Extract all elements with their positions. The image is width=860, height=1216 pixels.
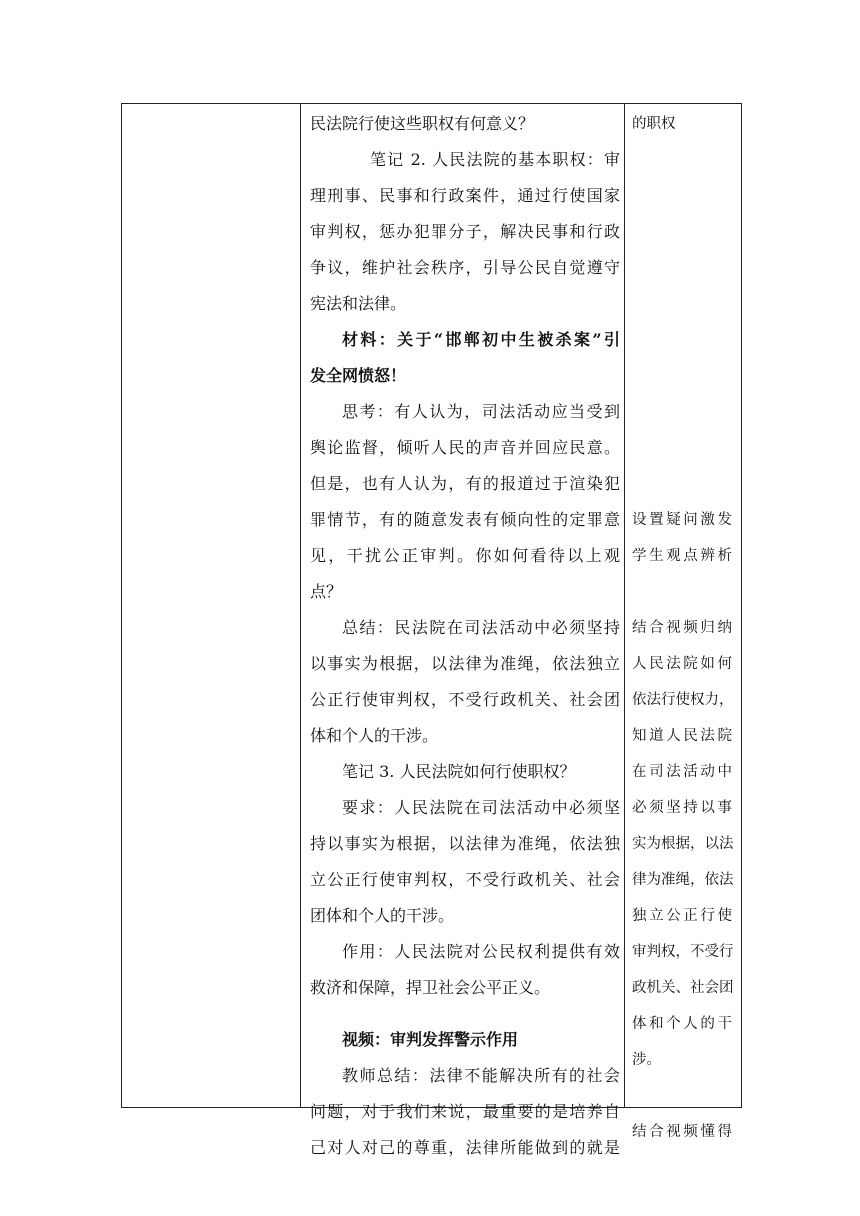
content-line: 争议，维护社会秩序，引导公民自觉遵守	[310, 258, 620, 277]
requirement-paragraph: 要求：人民法院在司法活动中必须坚	[342, 798, 620, 817]
intent-line: 知道人民法院	[632, 728, 732, 744]
intent-line: 依法行使权力，	[632, 692, 734, 708]
summary-paragraph: 总结：民法院在司法活动中必须坚持	[342, 618, 620, 637]
content-line: 见，干扰公正审判。你如何看待以上观	[310, 546, 620, 565]
content-line: 点？	[310, 582, 343, 601]
content-line: 但是，也有人认为，有的报道过于渲染犯	[310, 474, 620, 493]
content-line: 己对人对己的尊重，法律所能做到的就是	[310, 1138, 620, 1157]
material-heading-cont: 发全网愤怒！	[310, 366, 407, 385]
note-3-heading: 笔记 3. 人民法院如何行使职权？	[342, 762, 576, 781]
content-line: 舆论监督，倾听人民的声音并回应民意。	[310, 438, 620, 457]
content-line: 体和个人的干涉。	[310, 726, 439, 745]
intent-line: 结合视频懂得	[632, 1124, 732, 1140]
content-line: 救济和保障，捍卫社会公平正义。	[310, 978, 551, 997]
intent-line: 实为根据，以法	[632, 836, 734, 852]
design-intent-column	[632, 106, 732, 1150]
content-line: 理刑事、民事和行政案件，通过行使国家	[310, 186, 620, 205]
material-heading: 材料：关于“邯郸初中生被杀案”引	[342, 330, 620, 349]
content-line: 宪法和法律。	[310, 294, 407, 313]
content-line: 罪情节，有的随意发表有倾向性的定罪意	[310, 510, 620, 529]
teaching-content-column	[310, 106, 620, 1166]
teacher-summary: 教师总结：法律不能解决所有的社会	[342, 1066, 620, 1085]
intent-line: 结合视频归纳	[632, 620, 732, 636]
think-question: 思考：有人认为，司法活动应当受到	[342, 402, 620, 421]
intent-line: 必须坚持以事	[632, 800, 732, 816]
spacer	[632, 142, 732, 502]
intent-line: 的职权	[632, 116, 676, 132]
intent-line: 体和个人的干	[632, 1016, 732, 1032]
content-line: 以事实为根据，以法律为准绳，依法独立	[310, 654, 620, 673]
intent-line: 政机关、社会团	[632, 980, 734, 996]
spacer	[632, 1078, 732, 1114]
intent-line: 独立公正行使	[632, 908, 732, 924]
intent-line: 涉。	[632, 1052, 661, 1068]
function-paragraph: 作用：人民法院对公民权利提供有效	[342, 942, 620, 961]
intent-line: 在司法活动中	[632, 764, 732, 780]
intent-line: 律为准绳，依法	[632, 872, 734, 888]
note-2-heading: 笔记 2. 人民法院的基本职权：审	[370, 150, 620, 169]
column-divider-left	[300, 104, 301, 1107]
content-line: 持以事实为根据，以法律为准绳，依法独	[310, 834, 620, 853]
content-line: 公正行使审判权，不受行政机关、社会团	[310, 690, 620, 709]
intent-line: 设置疑问激发	[632, 512, 732, 528]
intent-line: 人民法院如何	[632, 656, 732, 672]
spacer	[310, 1006, 620, 1022]
intent-line: 学生观点辨析	[632, 548, 732, 564]
content-line: 审判权，惩办犯罪分子，解决民事和行政	[310, 222, 620, 241]
spacer	[632, 574, 732, 610]
column-divider-right	[624, 104, 625, 1107]
content-line: 民法院行使这些职权有何意义？	[310, 114, 535, 133]
intent-line: 审判权，不受行	[632, 944, 734, 960]
video-heading: 视频：审判发挥警示作用	[342, 1030, 519, 1049]
content-line: 问题，对于我们来说，最重要的是培养自	[310, 1102, 620, 1121]
content-line: 团体和个人的干涉。	[310, 906, 455, 925]
content-line: 立公正行使审判权，不受行政机关、社会	[310, 870, 620, 889]
